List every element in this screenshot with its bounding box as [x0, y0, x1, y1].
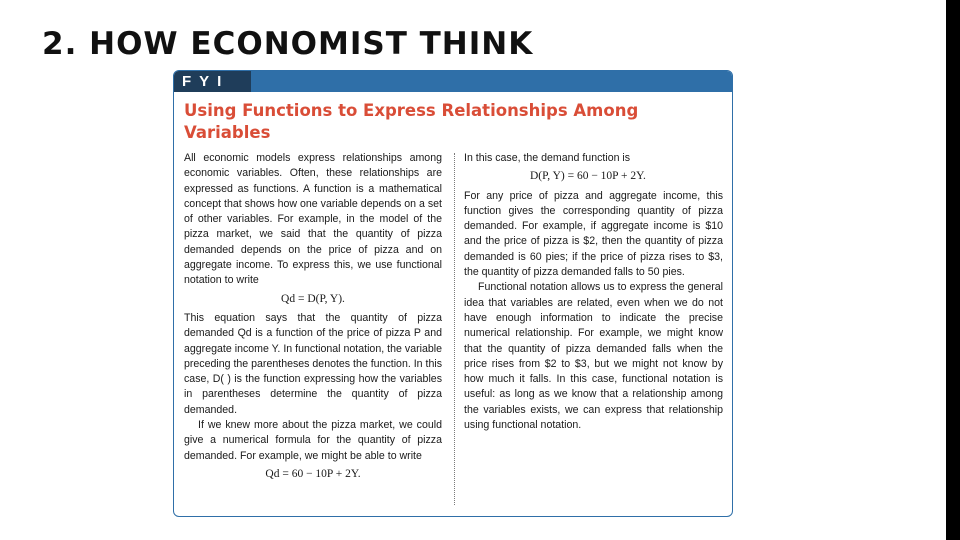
left-column: [184, 151, 442, 486]
left-equation-2: Qd = 60 − 10P + 2Y.: [265, 467, 361, 480]
left-paragraph-1: All economic models express relationships among economic variables. Often, these relationships are expressed as functions. A function is a mathematical concept that shows how one variable depends on a set of other variables. For example, in the model of the pizza market, we said that the quantity of pizza demanded depends on the price of pizza and on aggregate income. To express this, we use functional notation to write: [184, 152, 442, 287]
right-paragraph-2: For any price of pizza and aggregate income, this function gives the corresponding quantity of pizza demanded. For example, if aggregate income is $10 and the price of pizza is $2, then the quantity of pizza demanded is 60 pies; if the price of pizza rises to $3, the quantity of pizza demanded falls to 50 pies.: [464, 189, 723, 279]
right-paragraph-1: In this case, the demand function is: [464, 152, 631, 164]
slide-title: 2. HOW ECONOMIST THINK: [42, 26, 534, 62]
left-paragraph-2: This equation says that the quantity of pizza demanded Qd is a function of the price of pizza P and aggregate income Y. In functional notation, the variable preceding the parentheses denotes the function. In this case, D( ) is the function expressing how the variables in parentheses determine the quantity of pizza demanded.: [184, 311, 442, 416]
column-divider: [454, 153, 455, 505]
fyi-heading: Using Functions to Express Relationships Among Variables: [184, 101, 639, 142]
right-equation-1: D(P, Y) = 60 − 10P + 2Y.: [530, 170, 646, 183]
right-column: [464, 151, 723, 433]
fyi-header-bar: [174, 71, 732, 92]
right-edge-bar: [946, 0, 960, 540]
fyi-box: [173, 70, 733, 517]
fyi-tag: FYI: [174, 71, 251, 92]
right-paragraph-3: Functional notation allows us to express the general idea that variables are related, even when we do not have enough information to indicate the precise numerical relationship. For example, we might know that the quantity of pizza demanded falls when the price rises from $2 to $3, but we might not know by how much it falls. In this case, functional notation is useful: as long as we know that a relationship among the variables exists, we can express that relationship using functional notation.: [464, 281, 723, 432]
left-equation-1: Qd = D(P, Y).: [281, 292, 345, 305]
left-paragraph-3: If we knew more about the pizza market, we could give a numerical formula for the quantity of pizza demanded. For example, we might be able to write: [184, 419, 442, 462]
